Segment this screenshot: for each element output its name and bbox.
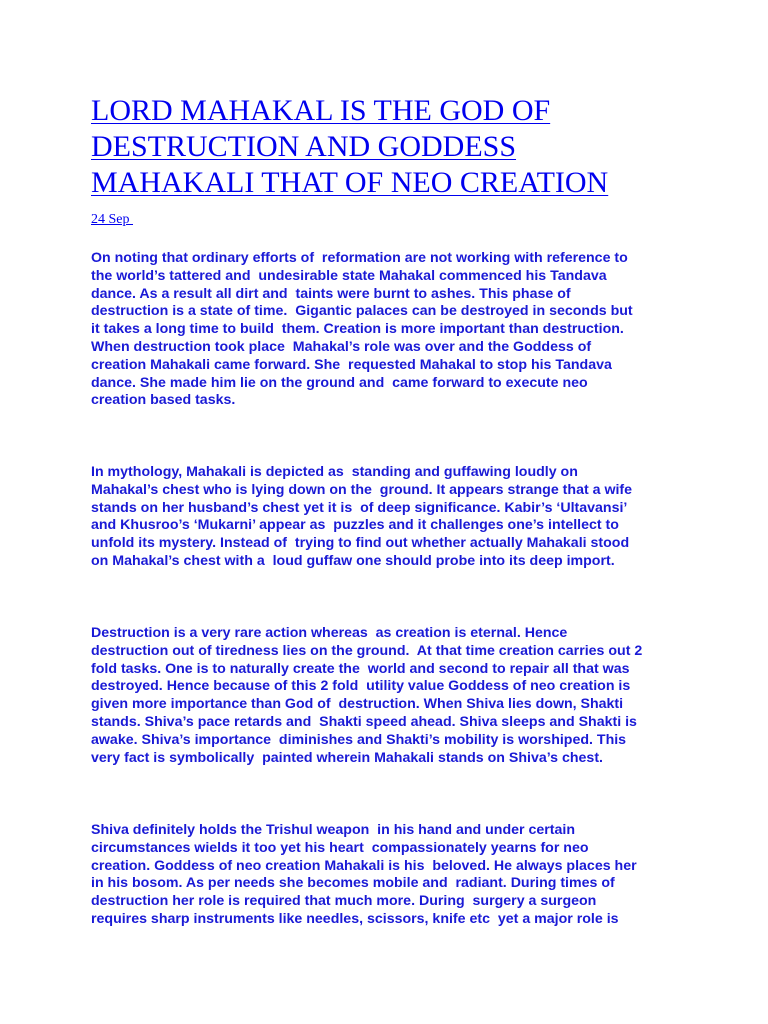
text-line: fold tasks. One is to naturally create the world and second to repair all that was bbox=[91, 660, 630, 677]
text-line: the world’s tattered and undesirable state Mahakal commenced his Tandava bbox=[91, 267, 607, 284]
text-line: requires sharp instruments like needles, scissors, knife etc yet a major role is bbox=[91, 910, 619, 927]
text-line: stands. Shiva’s pace retards and Shakti speed ahead. Shiva sleeps and Shakti is bbox=[91, 713, 637, 730]
article-title-link[interactable] bbox=[91, 93, 731, 201]
post-date-link[interactable]: 24 Sep bbox=[91, 212, 133, 227]
text-line: destruction out of tiredness lies on the ground. At that time creation carries out 2 bbox=[91, 642, 643, 659]
text-line: creation. Goddess of neo creation Mahakali is his beloved. He always places her bbox=[91, 857, 637, 874]
text-line: circumstances wields it too yet his heart compassionately yearns for neo bbox=[91, 839, 589, 856]
text-line: destruction her role is required that much more. During surgery a surgeon bbox=[91, 893, 597, 910]
text-line: creation based tasks. bbox=[91, 392, 236, 409]
text-line: and Khusroo’s ‘Mukarni’ appear as puzzles and it challenges one’s intellect to bbox=[91, 517, 619, 534]
text-line: In mythology, Mahakali is depicted as standing and guffawing loudly on bbox=[91, 464, 578, 480]
text-line: dance. As a result all dirt and taints were burnt to ashes. This phase of bbox=[91, 285, 571, 302]
text-line: given more importance than God of destruction. When Shiva lies down, Shakti bbox=[91, 696, 624, 713]
text-line: on Mahakal’s chest with a loud guffaw one should probe into its deep import. bbox=[91, 552, 615, 569]
text-line: in his bosom. As per needs she becomes mobile and radiant. During times of bbox=[91, 875, 615, 892]
text-line: unfold its mystery. Instead of trying to find out whether actually Mahakali stood bbox=[91, 535, 630, 552]
text-line: it takes a long time to build them. Creation is more important than destruction. bbox=[91, 321, 624, 338]
text-line: destruction is a state of time. Gigantic palaces can be destroyed in seconds but bbox=[91, 303, 633, 320]
text-line: Destruction is a very rare action whereas as creation is eternal. Hence bbox=[91, 625, 568, 641]
text-line: very fact is symbolically painted wherein Mahakali stands on Shiva’s chest. bbox=[91, 749, 603, 766]
title-line: DESTRUCTION AND GODDESS bbox=[91, 130, 517, 163]
paragraph-2 bbox=[91, 464, 711, 571]
paragraph-1 bbox=[91, 250, 711, 410]
text-line: destroyed. Hence because of this 2 fold utility value Goddess of neo creation is bbox=[91, 678, 631, 695]
text-line: dance. She made him lie on the ground and came forward to execute neo bbox=[91, 374, 588, 391]
text-line: stands on her husband’s chest yet it is of deep significance. Kabir’s ‘Ultavansi’ bbox=[91, 499, 628, 516]
paragraph-4 bbox=[91, 822, 711, 929]
text-line: When destruction took place Mahakal’s role was over and the Goddess of bbox=[91, 338, 592, 355]
paragraph-3 bbox=[91, 625, 711, 767]
text-line: awake. Shiva’s importance diminishes and Shakti’s mobility is worshiped. This bbox=[91, 731, 627, 748]
title-line: LORD MAHAKAL IS THE GOD OF bbox=[91, 94, 551, 127]
text-line: Mahakal’s chest who is lying down on the ground. It appears strange that a wife bbox=[91, 481, 633, 498]
text-line: On noting that ordinary efforts of reformation are not working with reference to bbox=[91, 250, 628, 266]
text-line: creation Mahakali came forward. She requested Mahakal to stop his Tandava bbox=[91, 356, 612, 373]
title-line: MAHAKALI THAT OF NEO CREATION bbox=[91, 166, 609, 199]
text-line: Shiva definitely holds the Trishul weapon in his hand and under certain bbox=[91, 822, 576, 838]
